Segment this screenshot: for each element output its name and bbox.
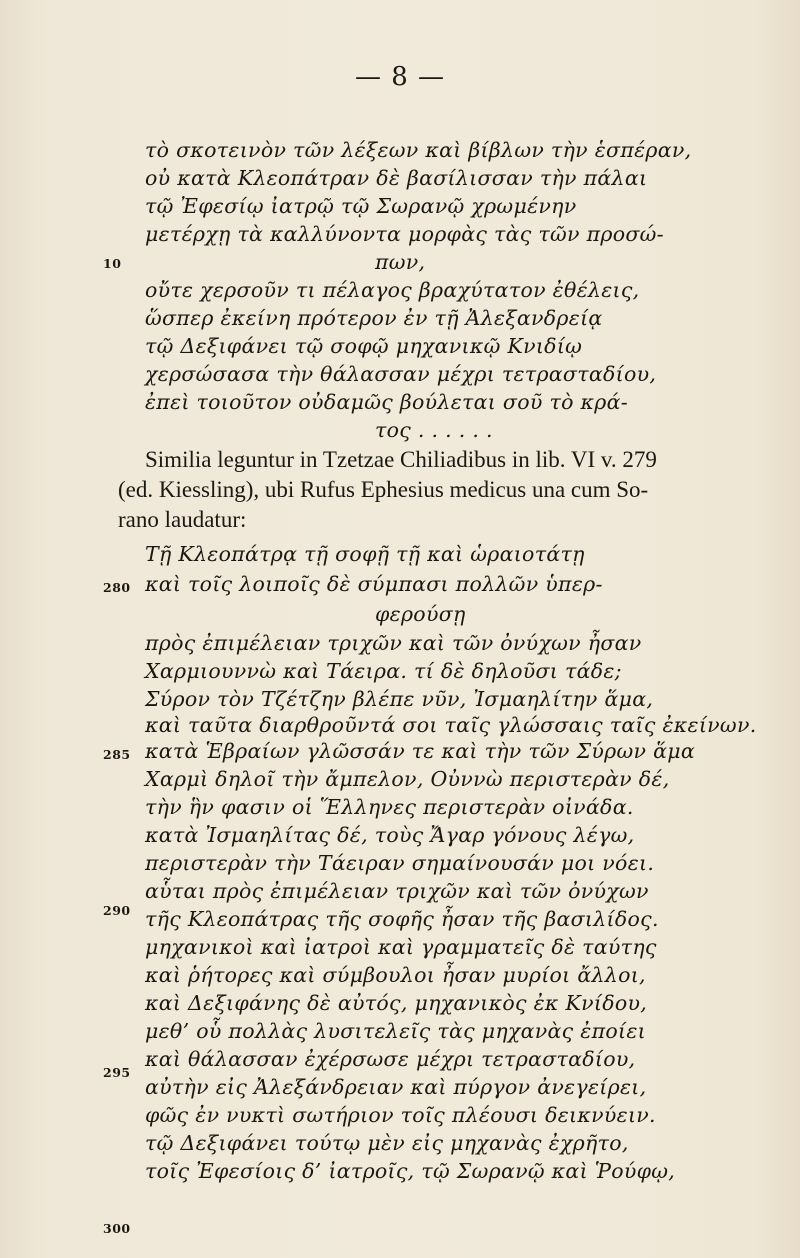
text-line: Σύρον τὸν Τζέτζην βλέπε νῦν, Ἰσμαηλίτην ἅμα, <box>145 687 654 711</box>
text-line: ὥσπερ ἐκείνη πρότερον ἐν τῇ Ἀλεξανδρείᾳ <box>145 306 603 330</box>
text-line: τοῖς Ἐφεσίοις δ’ ἰατροῖς, τῷ Σωρανῷ καὶ Ῥούφῳ, <box>145 1159 676 1183</box>
text-line: τος . . . . . . <box>375 418 493 442</box>
text-line: χερσώσασα τὴν θάλασσαν μέχρι τετρασταδίου, <box>145 362 657 386</box>
line-number: 300 <box>103 1221 131 1236</box>
line-number: 290 <box>103 903 131 918</box>
text-line: τῷ Δεξιφάνει τῷ σοφῷ μηχανικῷ Κνιδίῳ <box>145 334 583 358</box>
text-line: καὶ ταῦτα διαρθροῦντά σοι ταῖς γλώσσαις ταῖς ἐκείνων. <box>145 713 757 737</box>
text-line: καὶ Δεξιφάνης δὲ αὐτός, μηχανικὸς ἐκ Κνίδου, <box>145 991 648 1015</box>
page-number: — 8 — <box>354 62 446 92</box>
text-line: αὐτὴν εἰς Ἀλεξάνδρειαν καὶ πύργον ἀνεγείρει, <box>145 1075 647 1099</box>
text-line: καὶ θάλασσαν ἐχέρσωσε μέχρι τετρασταδίου, <box>145 1047 636 1071</box>
text-line: κατὰ Ἰσμαηλίτας δέ, τοὺς Ἄγαρ γόνους λέγω, <box>145 823 635 847</box>
text-line: οὔτε χερσοῦν τι πέλαγος βραχύτατον ἐθέλεις, <box>145 278 640 302</box>
line-number: 280 <box>103 580 131 595</box>
text-line: καὶ ῥήτορες καὶ σύμβουλοι ἦσαν μυρίοι ἄλλοι, <box>145 963 646 987</box>
line-number: 295 <box>103 1065 131 1080</box>
text-line: αὗται πρὸς ἐπιμέλειαν τριχῶν καὶ τῶν ὀνύχων <box>145 879 649 903</box>
text-line: Χαρμὶ δηλοῖ τὴν ἄμπελον, Οὐννὼ περιστερὰν δέ, <box>145 767 670 791</box>
text-line: τὴν ἣν φασιν οἱ Ἕλληνες περιστερὰν οἰνάδα. <box>145 795 634 819</box>
text-line: Τῇ Κλεοπάτρᾳ τῇ σοφῇ τῇ καὶ ὡραιοτάτῃ <box>145 542 585 566</box>
line-number: 285 <box>103 747 131 762</box>
text-line: πων, <box>375 250 426 274</box>
text-line: Χαρμιουννὼ καὶ Τάειρα. τί δὲ δηλοῦσι τάδε; <box>145 659 622 683</box>
text-line: (ed. Kiessling), ubi Rufus Ephesius medicus una cum So- <box>118 477 649 502</box>
text-line: τῆς Κλεοπάτρας τῆς σοφῆς ἦσαν τῆς βασιλίδος. <box>145 907 659 931</box>
text-line: μηχανικοὶ καὶ ἰατροὶ καὶ γραμματεῖς δὲ ταύτης <box>145 935 657 959</box>
text-line: ἐπεὶ τοιοῦτον οὐδαμῶς βούλεται σοῦ τὸ κρά- <box>145 390 629 414</box>
text-line: τῷ Ἐφεσίῳ ἰατρῷ τῷ Σωρανῷ χρωμένην <box>145 194 577 218</box>
text-line: τῷ Δεξιφάνει τούτῳ μὲν εἰς μηχανὰς ἐχρῆτο, <box>145 1131 629 1155</box>
text-line: οὐ κατὰ Κλεοπάτραν δὲ βασίλισσαν τὴν πάλαι <box>145 166 648 190</box>
text-line: μεθ’ οὗ πολλὰς λυσιτελεῖς τὰς μηχανὰς ἐποίει <box>145 1019 646 1043</box>
text-line: rano laudatur: <box>118 507 247 532</box>
text-line: μετέρχῃ τὰ καλλύνοντα μορφὰς τὰς τῶν προσώ- <box>145 222 664 246</box>
text-line: κατὰ Ἑβραίων γλῶσσάν τε καὶ τὴν τῶν Σύρων ἅμα <box>145 739 696 763</box>
text-line: Similia leguntur in Tzetzae Chiliadibus in lib. VI v. 279 <box>145 447 657 472</box>
text-line: τὸ σκοτεινὸν τῶν λέξεων καὶ βίβλων τὴν ἑσπέραν, <box>145 138 692 162</box>
line-number: 10 <box>103 256 122 271</box>
text-line: καὶ τοῖς λοιποῖς δὲ σύμπασι πολλῶν ὑπερ- <box>145 572 603 596</box>
text-line: φερούσῃ <box>375 602 466 626</box>
text-line: περιστερὰν τὴν Τάειραν σημαίνουσάν μοι νόει. <box>145 851 655 875</box>
text-line: φῶς ἐν νυκτὶ σωτήριον τοῖς πλέουσι δεικνύειν. <box>145 1103 656 1127</box>
text-line: πρὸς ἐπιμέλειαν τριχῶν καὶ τῶν ὀνύχων ἦσαν <box>145 631 642 655</box>
